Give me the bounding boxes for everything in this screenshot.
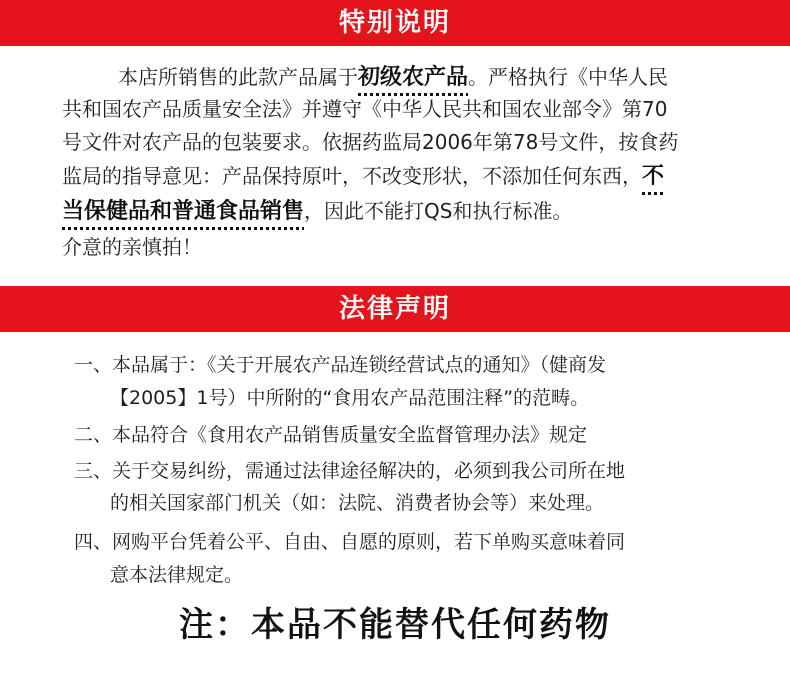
legal-item-3-line-2: 的相关国家部门机关（如：法院、消费者协会等）来处理。: [110, 492, 605, 514]
legal-item-2-line-1: 二、本品符合《食用农产品销售质量安全监督管理办法》规定: [74, 424, 588, 446]
line1-text-post: 。严格执行《中华人民: [468, 65, 669, 89]
special-notice-line-2: 共和国农产品质量安全法》并遵守《中华人民共和国农业部令》第70: [62, 97, 668, 121]
special-notice-title: 特别说明: [338, 8, 451, 38]
special-notice-line-6: 介意的亲慎拍！: [62, 235, 202, 259]
emphasis-not: 不: [642, 164, 665, 189]
special-notice-line-5: [62, 196, 572, 227]
legal-statement-banner: [0, 286, 790, 332]
legal-item-1-line-1: 一、本品属于：《关于开展农产品连锁经营试点的通知》（健商发: [74, 354, 607, 376]
medicine-disclaimer-note: 注：本品不能替代任何药物: [179, 605, 611, 645]
legal-item-1-line-2: 【2005】1号）中所附的“食用农产品范围注释”的范畴。: [110, 387, 590, 409]
special-notice-line-1: [118, 62, 668, 93]
emphasis-not-health-product: 当保健品和普通食品销售: [62, 199, 305, 224]
special-notice-line-4: [62, 161, 664, 192]
emphasis-primary-agricultural-product: 初级农产品: [358, 65, 469, 90]
special-notice-line-3: 号文件对农产品的包装要求。依据药监局2006年第78号文件，按食药: [62, 130, 679, 154]
line4-text-pre: 监局的指导意见：产品保持原叶，不改变形状，不添加任何东西，: [62, 164, 642, 188]
legal-statement-title: 法律声明: [338, 294, 451, 324]
legal-item-3-line-1: 三、关于交易纠纷，需通过法律途径解决的，必须到我公司所在地: [74, 460, 626, 482]
special-notice-banner: [0, 0, 790, 46]
legal-item-4-line-1: 四、网购平台凭着公平、自由、自愿的原则，若下单购买意味着同: [74, 531, 626, 553]
line1-text-pre: 本店所销售的此款产品属于: [118, 65, 358, 89]
legal-item-4-line-2: 意本法律规定。: [110, 564, 244, 586]
line5-text-post: ，因此不能打QS和执行标准。: [304, 199, 573, 223]
